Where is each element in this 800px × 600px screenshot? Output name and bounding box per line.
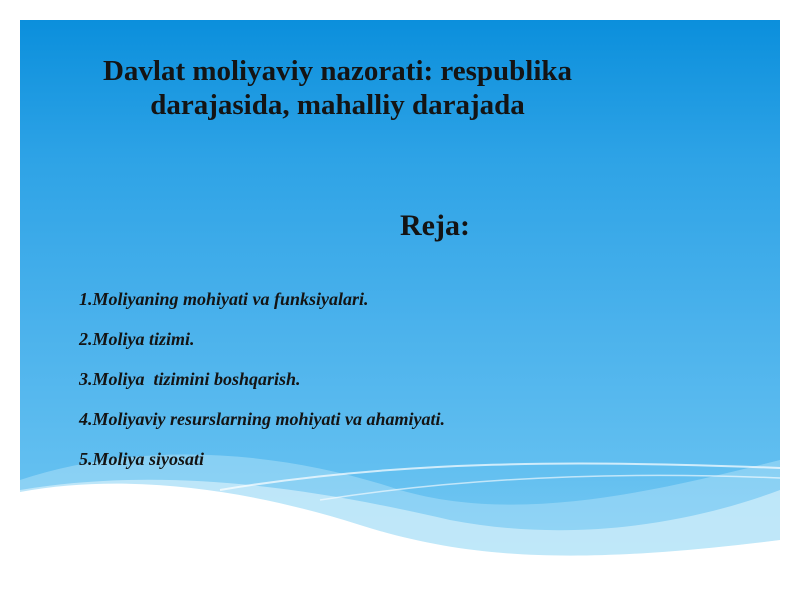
plan-heading: Reja: xyxy=(400,209,470,242)
plan-item-5: 5.Moliya siyosati xyxy=(79,449,204,469)
plan-item-4: 4.Moliyaviy resurslarning mohiyati va ahamiyati. xyxy=(79,409,446,429)
plan-item-1: 1.Moliyaning mohiyati va funksiyalari. xyxy=(79,289,369,309)
plan-item-2: 2.Moliya tizimi. xyxy=(79,329,195,349)
plan-list xyxy=(79,288,445,488)
slide xyxy=(20,20,780,580)
plan-item-3: 3.Moliya tizimini boshqarish. xyxy=(79,369,301,389)
slide-title: Davlat moliyaviy nazorati: respublika darajasida, mahalliy darajada xyxy=(102,55,573,121)
